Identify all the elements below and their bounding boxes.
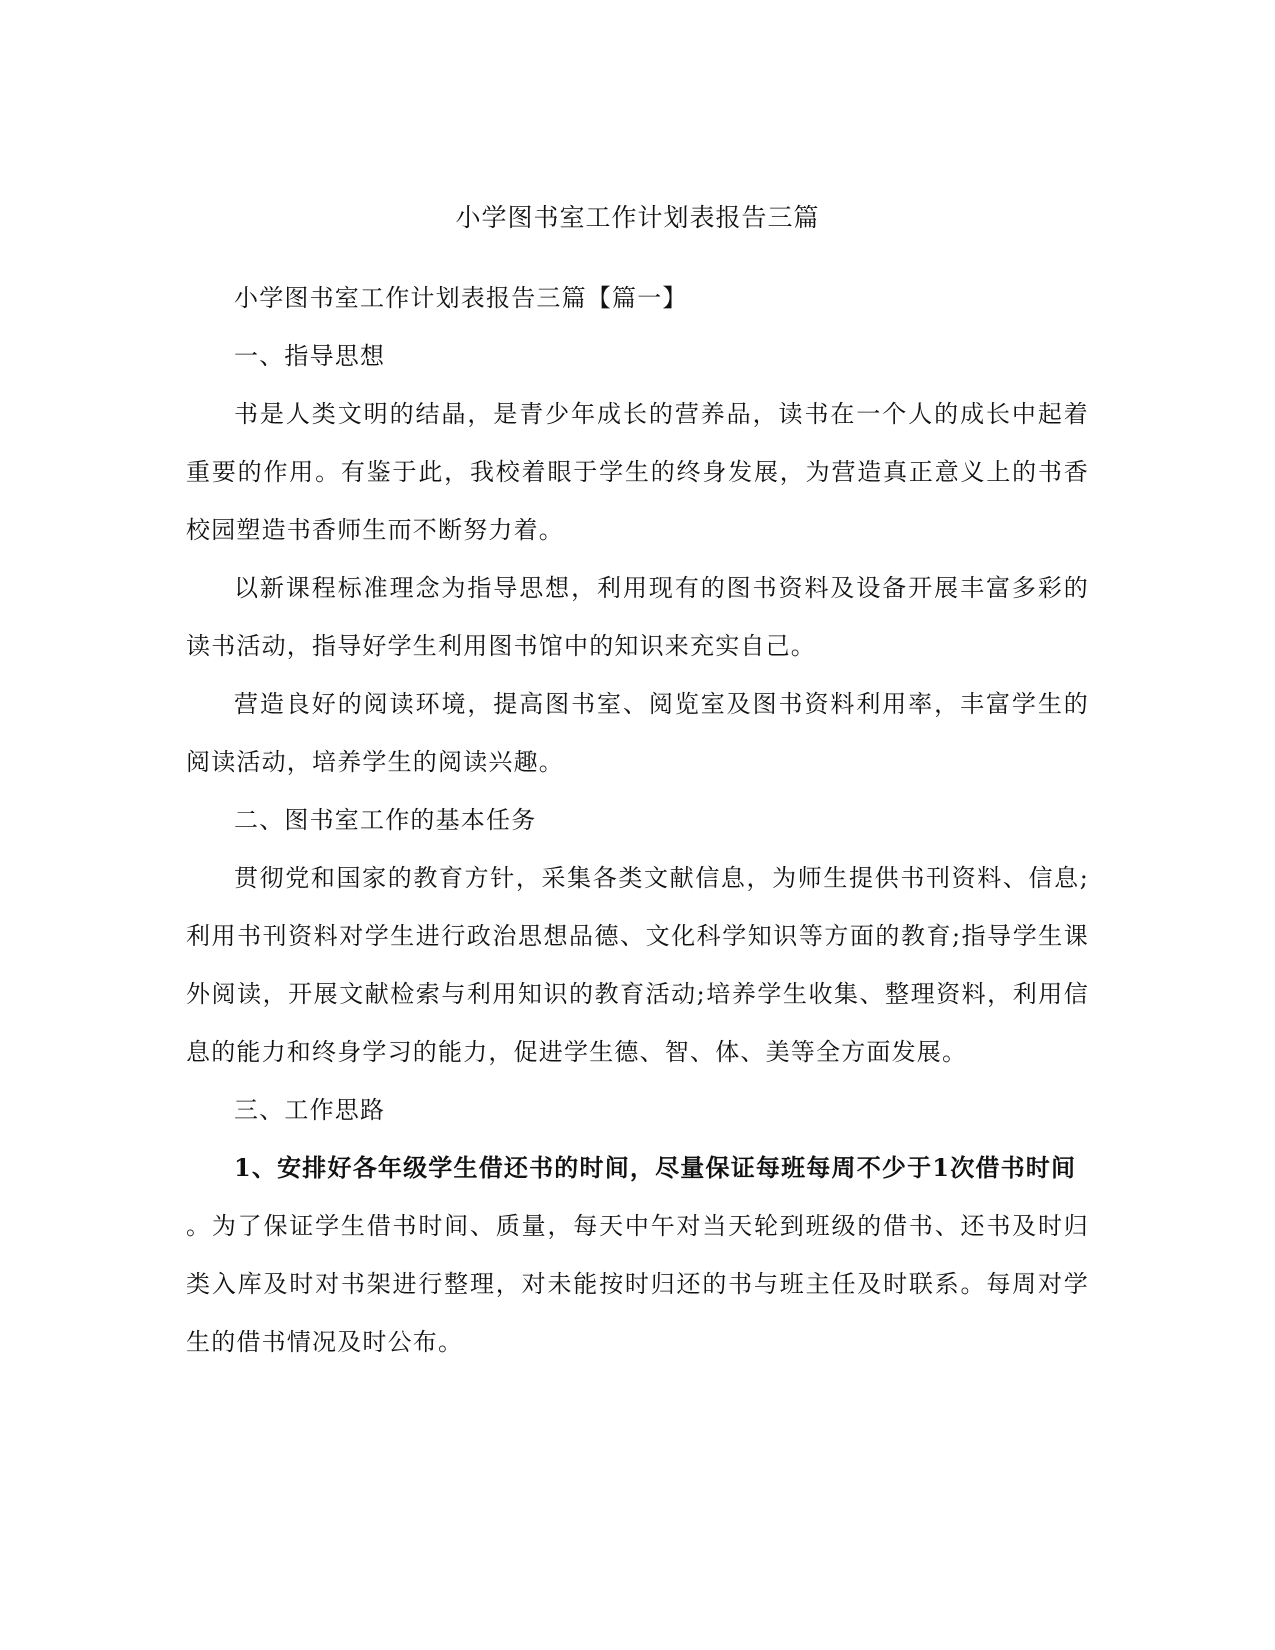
paragraph: 以新课程标准理念为指导思想，利用现有的图书资料及设备开展丰富多彩的读书活动，指导好学生利用图书馆中的知识来充实自己。 [186, 574, 1089, 660]
document-body [186, 269, 1089, 1371]
paragraph: 营造良好的阅读环境，提高图书室、阅览室及图书资料利用率，丰富学生的阅读活动，培养学生的阅读兴趣。 [186, 690, 1089, 776]
bold-item-heading: 1、安排好各年级学生借还书的时间，尽量保证每班每周不少于1次借书时间 [234, 1153, 1077, 1182]
section-heading: 小学图书室工作计划表报告三篇【篇一】 [234, 284, 688, 312]
paragraph: 。为了保证学生借书时间、质量，每天中午对当天轮到班级的借书、还书及时归类入库及时对书架进行整理，对未能按时归还的书与班主任及时联系。每周对学生的借书情况及时公布。 [186, 1212, 1089, 1356]
heading-work-ideas: 三、工作思路 [234, 1096, 386, 1124]
paragraph: 贯彻党和国家的教育方针，采集各类文献信息，为师生提供书刊资料、信息;利用书刊资料对学生进行政治思想品德、文化科学知识等方面的教育;指导学生课外阅读，开展文献检索与利用知识的教育活动;培养学生收集、整理资料，利用信息的能力和终身学习的能力，促进学生德、智、体、美等全方面发展。 [186, 864, 1089, 1066]
heading-basic-tasks: 二、图书室工作的基本任务 [234, 806, 537, 834]
paragraph: 书是人类文明的结晶，是青少年成长的营养品，读书在一个人的成长中起着重要的作用。有鉴于此，我校着眼于学生的终身发展，为营造真正意义上的书香校园塑造书香师生而不断努力着。 [186, 400, 1089, 544]
document-title: 小学图书室工作计划表报告三篇 [455, 203, 820, 232]
heading-guiding-thought: 一、指导思想 [234, 342, 386, 370]
